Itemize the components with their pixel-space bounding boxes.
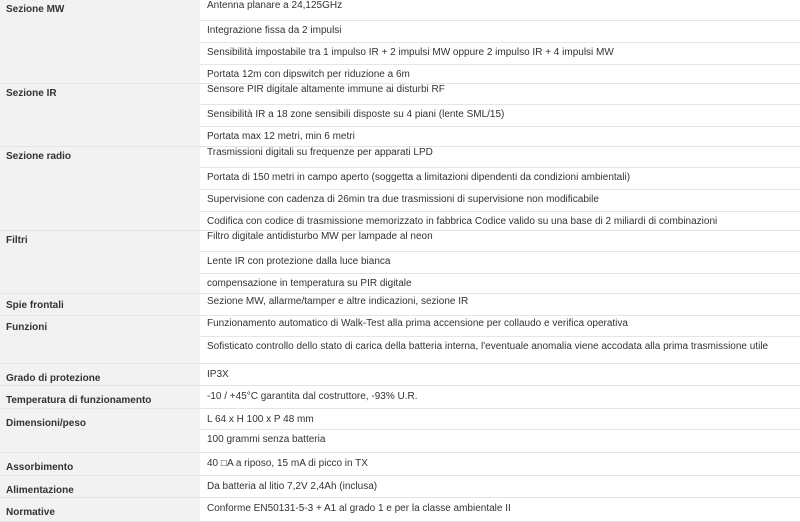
spec-value: Portata 12m con dipswitch per riduzione a 6m [207,69,410,80]
spec-values [200,386,800,409]
spec-label: Grado di protezione [0,364,200,386]
spec-value: Antenna planare a 24,125GHz [200,0,800,21]
spec-label: Sezione IR [0,84,200,147]
spec-row [0,231,800,294]
spec-values [200,231,800,294]
spec-values [200,316,800,364]
spec-values [200,364,800,386]
spec-value: Portata di 150 metri in campo aperto (soggetta a limitazioni dipendenti da condizioni ambientali) [200,168,800,190]
spec-row [0,0,800,84]
spec-values [200,84,800,147]
spec-row [0,147,800,231]
spec-value: Supervisione con cadenza di 26min tra due trasmissioni di supervisione non modificabile [200,190,800,212]
spec-values [200,294,800,316]
spec-label: Sezione radio [0,147,200,231]
spec-values [200,0,800,84]
spec-value: L 64 x H 100 x P 48 mm [200,409,800,430]
spec-value: 40 □A a riposo, 15 mA di picco in TX [207,458,368,469]
spec-value: Sensibilità impostabile tra 1 impulso IR + 2 impulsi MW oppure 2 impulso IR + 4 impulsi MW [200,43,800,65]
spec-values [200,453,800,476]
spec-values [200,498,800,522]
spec-label: Funzioni [0,316,200,364]
spec-values [200,409,800,453]
spec-row [0,476,800,498]
spec-value: 100 grammi senza batteria [207,434,326,445]
spec-value: Trasmissioni digitali su frequenze per apparati LPD [200,147,800,168]
spec-row [0,453,800,476]
spec-value: Sensibilità IR a 18 zone sensibili disposte su 4 piani (lente SML/15) [200,105,800,127]
spec-row [0,294,800,316]
spec-label: Temperatura di funzionamento [0,386,200,409]
spec-label: Normative [0,498,200,522]
spec-value: compensazione in temperatura su PIR digitale [207,278,412,289]
spec-value: Codifica con codice di trasmissione memorizzato in fabbrica Codice valido su una base di 2 miliardi di combinazioni [207,216,718,227]
spec-value: Da batteria al litio 7,2V 2,4Ah (inclusa) [207,481,378,492]
spec-label: Alimentazione [0,476,200,498]
spec-row [0,316,800,364]
spec-value: Sensore PIR digitale altamente immune ai disturbi RF [200,84,800,105]
spec-label: Filtri [0,231,200,294]
spec-label: Dimensioni/peso [0,409,200,453]
spec-value: Lente IR con protezione dalla luce bianca [200,252,800,274]
spec-row [0,498,800,522]
spec-value: Conforme EN50131-5-3 + A1 al grado 1 e per la classe ambientale II [207,503,511,514]
spec-label: Spie frontali [0,294,200,316]
spec-label: Assorbimento [0,453,200,476]
spec-value: Filtro digitale antidisturbo MW per lampade al neon [200,231,800,252]
spec-value: Sofisticato controllo dello stato di carica della batteria interna, l'eventuale anomalia viene accodata alla prima trasmissione utile [207,341,769,352]
spec-row [0,386,800,409]
spec-value: Portata max 12 metri, min 6 metri [207,131,355,142]
spec-value: -10 / +45°C garantita dal costruttore, -93% U.R. [207,391,418,402]
spec-value: Funzionamento automatico di Walk-Test alla prima accensione per collaudo e verifica operativa [200,316,800,337]
spec-label: Sezione MW [0,0,200,84]
spec-row [0,84,800,147]
spec-value: Sezione MW, allarme/tamper e altre indicazioni, sezione IR [207,296,469,307]
spec-value: IP3X [207,369,229,380]
spec-row [0,409,800,453]
spec-values [200,476,800,498]
spec-row [0,364,800,386]
spec-values [200,147,800,231]
spec-value: Integrazione fissa da 2 impulsi [200,21,800,43]
